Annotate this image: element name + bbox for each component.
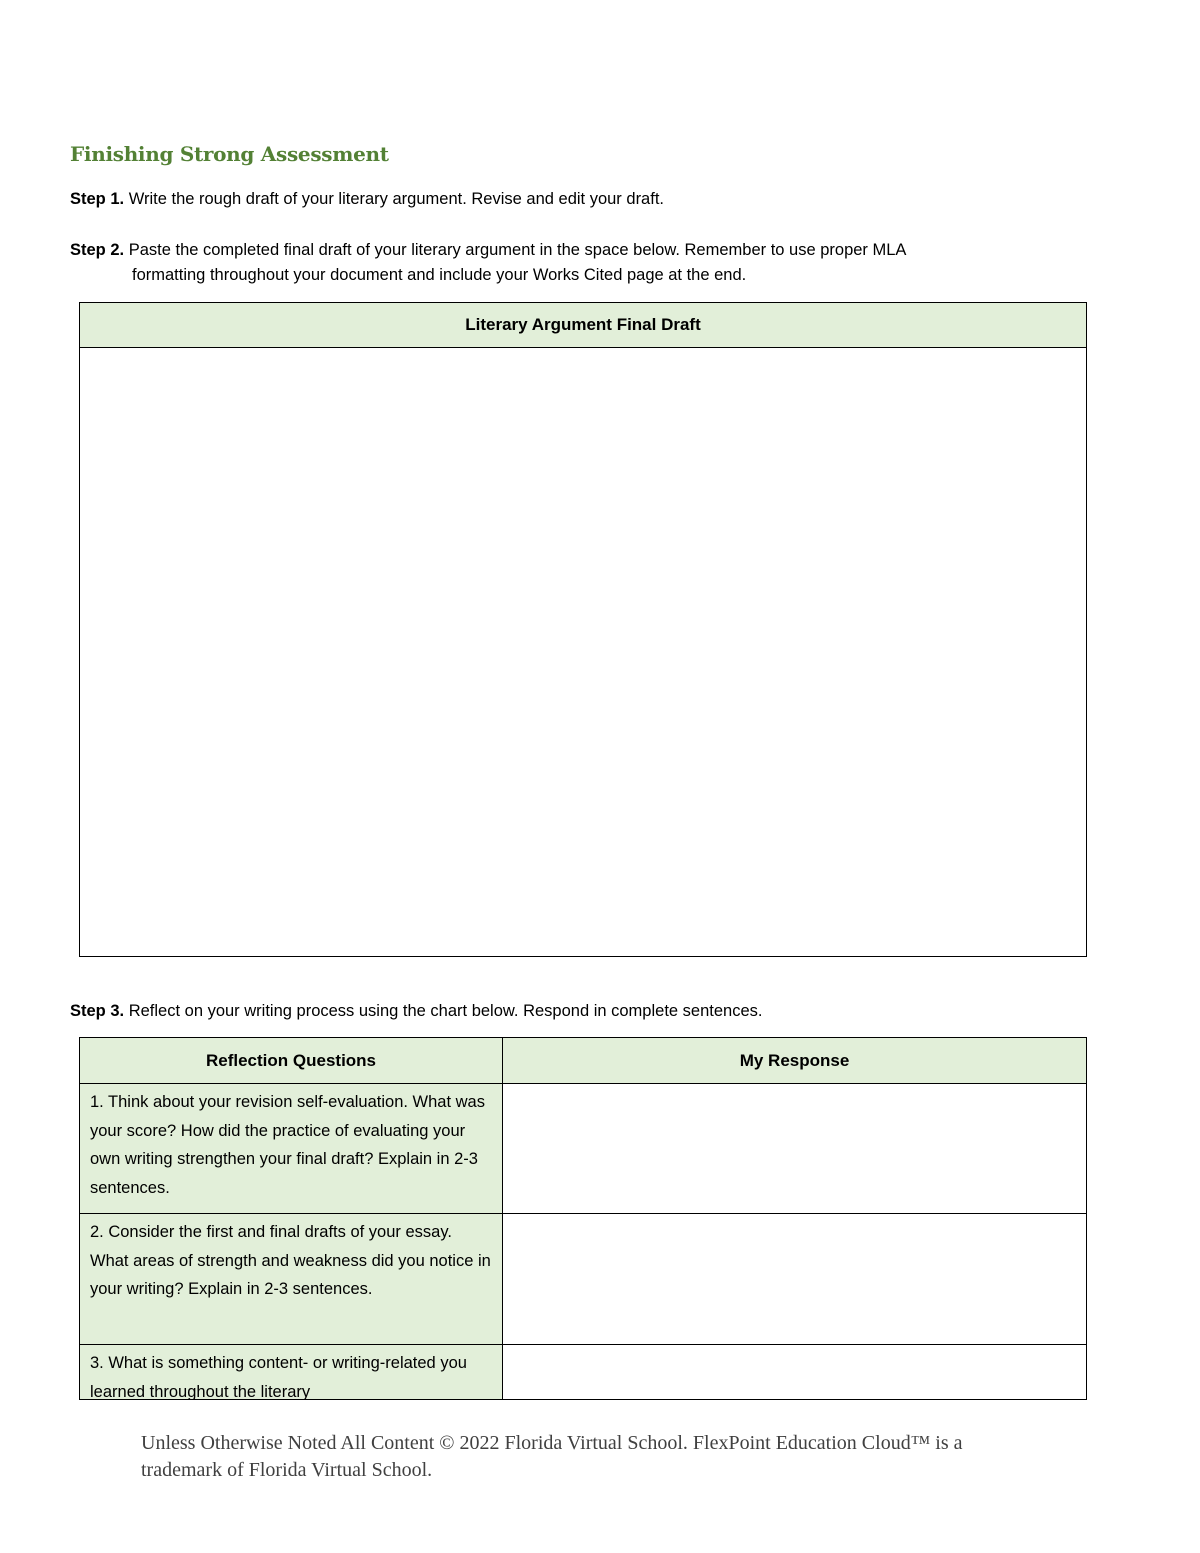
final-draft-table bbox=[79, 302, 1087, 957]
document-title: Finishing Strong Assessment bbox=[70, 142, 389, 166]
reflection-question-2: 2. Consider the first and final drafts of your essay. What areas of strength and weakness did you notice in your writing? Explain in 2-3 sentences. bbox=[80, 1214, 503, 1345]
copyright-footer: Unless Otherwise Noted All Content © 2022 Florida Virtual School. FlexPoint Education Cloud™ is a trademark of Florida Virtual School. bbox=[141, 1432, 963, 1481]
final-draft-input-area[interactable] bbox=[80, 348, 1086, 957]
reflection-question-1: 1. Think about your revision self-evaluation. What was your score? How did the practice of evaluating your own writing strengthen your final draft? Explain in 2-3 sentences. bbox=[80, 1084, 503, 1214]
step-3-text: Reflect on your writing process using the chart below. Respond in complete sentences. bbox=[128, 1002, 763, 1020]
step-1 bbox=[70, 187, 664, 212]
final-draft-header: Literary Argument Final Draft bbox=[80, 303, 1086, 348]
step-1-text: Write the rough draft of your literary argument. Revise and edit your draft. bbox=[128, 190, 664, 208]
reflection-question-3: 3. What is something content- or writing-related you learned throughout the literary bbox=[80, 1345, 503, 1400]
response-cell-1[interactable] bbox=[503, 1084, 1086, 1214]
reflection-questions-header: Reflection Questions bbox=[80, 1038, 503, 1084]
step-2-label: Step 2. bbox=[70, 241, 125, 259]
step-2-text: Paste the completed final draft of your literary argument in the space below. Remember to use proper MLA bbox=[128, 241, 907, 259]
my-response-header: My Response bbox=[503, 1038, 1086, 1084]
reflection-table bbox=[79, 1037, 1087, 1400]
step-3-label: Step 3. bbox=[70, 1002, 125, 1020]
response-cell-2[interactable] bbox=[503, 1214, 1086, 1345]
step-3 bbox=[70, 999, 762, 1024]
step-1-label: Step 1. bbox=[70, 190, 125, 208]
response-cell-3[interactable] bbox=[503, 1345, 1086, 1400]
step-2 bbox=[70, 238, 906, 288]
step-2-text-continued: formatting throughout your document and include your Works Cited page at the end. bbox=[132, 266, 747, 284]
